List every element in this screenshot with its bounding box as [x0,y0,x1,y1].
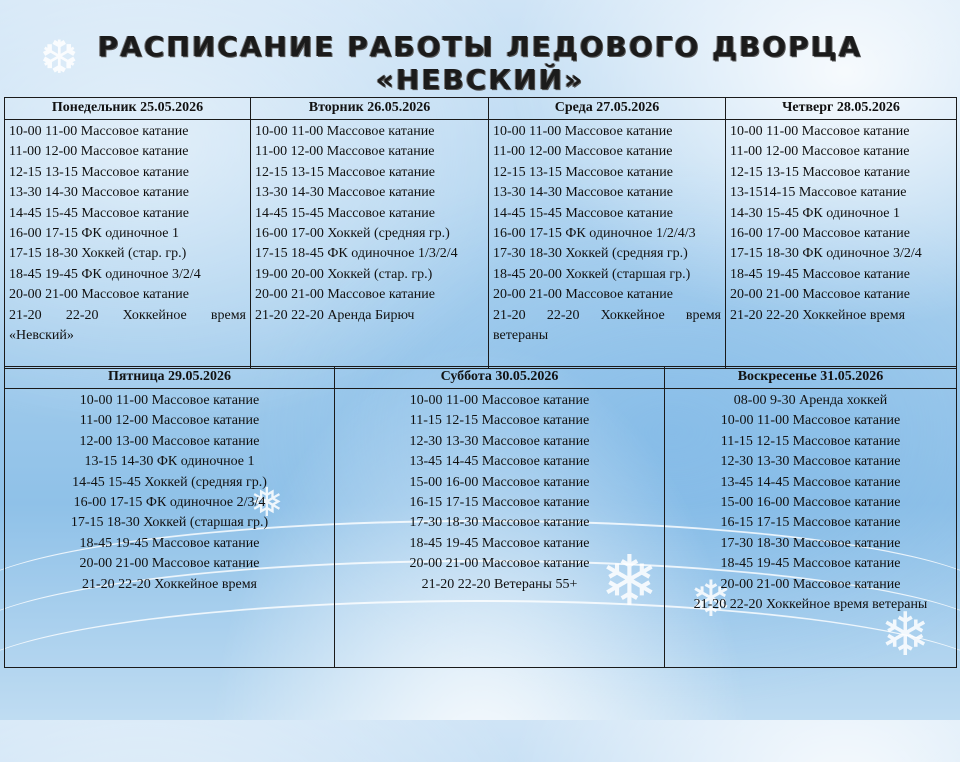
day-schedule-saturday [335,389,665,668]
schedule-item: 12-00 13-00 Массовое катание [79,433,260,449]
schedule-item: 20-00 21-00 Массовое катание [79,556,260,572]
schedule-item: 14-45 15-45 Массовое катание [493,205,673,221]
schedule-item: 21-20 22-20 Хоккейное время «Невский» [9,307,246,344]
day-header-sunday: Воскресенье 31.05.2026 [665,367,957,389]
schedule-item: 16-15 17-15 Массовое катание [720,515,901,531]
day-header-tuesday: Вторник 26.05.2026 [251,98,489,120]
schedule-item: 13-45 14-45 Массовое катание [720,474,901,490]
schedule-item: 14-30 15-45 ФК одиночное 1 [730,205,900,221]
schedule-item: 18-45 20-00 Хоккей (старшая гр.) [493,266,691,282]
schedule-item: 10-00 11-00 Массовое катание [409,393,590,408]
schedule-item: 12-30 13-30 Массовое катание [720,454,901,470]
page-title: РАСПИСАНИЕ РАБОТЫ ЛЕДОВОГО ДВОРЦА «НЕВСКИЙ» [97,30,863,96]
schedule-item: 10-00 11-00 Массовое катание [493,124,673,139]
schedule-item: 17-15 18-30 Хоккей (стар. гр.) [9,246,187,262]
schedule-table-mon-thu [4,97,957,369]
snowflake-icon: ❄ [690,570,732,628]
schedule-item: 20-00 21-00 Массовое катание [409,556,590,572]
schedule-item: 21-20 22-20 Аренда Бирюч [255,307,415,323]
schedule-item: 20-00 21-00 Массовое катание [493,287,673,303]
schedule-item: 11-15 12-15 Массовое катание [409,413,590,429]
day-header-thursday: Четверг 28.05.2026 [726,98,957,120]
schedule-item: 16-00 17-00 Массовое катание [730,226,910,242]
schedule-item: 13-30 14-30 Массовое катание [255,185,435,201]
schedule-item: 10-00 11-00 Массовое катание [255,124,435,139]
schedule-item: 13-45 14-45 Массовое катание [409,454,590,470]
schedule-item: 17-15 18-30 ФК одиночное 3/2/4 [730,246,922,262]
day-schedule-friday [5,389,335,668]
schedule-item: 17-15 18-30 Хоккей (старшая гр.) [70,515,269,531]
day-schedule-thursday [726,120,957,369]
schedule-item: 14-45 15-45 Массовое катание [255,205,435,221]
schedule-item: 15-00 16-00 Массовое катание [720,495,901,511]
schedule-item: 13-30 14-30 Массовое катание [493,185,673,201]
day-schedule-tuesday [251,120,489,369]
day-schedule-monday [5,120,251,369]
snowflake-icon: ❄ [880,600,931,670]
schedule-item: 18-45 19-45 Массовое катание [79,535,260,551]
schedule-item: 11-15 12-15 Массовое катание [720,433,901,449]
schedule-item: 13-1514-15 Массовое катание [730,185,907,201]
schedule-item: 10-00 11-00 Массовое катание [730,124,910,139]
schedule-item: 21-20 22-20 Хоккейное время [81,576,257,592]
schedule-item: 17-30 18-30 Массовое катание [720,535,901,551]
schedule-item: 21-20 22-20 Хоккейное время [730,307,906,323]
schedule-item: 21-20 22-20 Хоккейное время ветераны [493,307,721,344]
schedule-item: 18-45 19-45 Массовое катание [409,535,590,551]
day-header-wednesday: Среда 27.05.2026 [489,98,726,120]
schedule-item: 11-00 12-00 Массовое катание [493,144,673,160]
schedule-item: 12-15 13-15 Массовое катание [493,164,673,180]
schedule-item: 11-00 12-00 Массовое катание [730,144,910,160]
snowflake-icon: ❅ [250,480,284,526]
schedule-item: 21-20 22-20 Хоккейное время ветераны [693,597,928,613]
schedule-item: 14-45 15-45 Массовое катание [9,205,189,221]
schedule-item: 11-00 12-00 Массовое катание [9,144,189,160]
schedule-item: 08-00 9-30 Аренда хоккей [733,393,888,408]
schedule-item: 20-00 21-00 Массовое катание [255,287,435,303]
schedule-item: 11-00 12-00 Массовое катание [255,144,435,160]
day-schedule-sunday [665,389,957,668]
schedule-item: 17-15 18-45 ФК одиночное 1/3/2/4 [255,246,458,262]
schedule-item: 15-00 16-00 Массовое катание [409,474,590,490]
schedule-item: 21-20 22-20 Ветераны 55+ [421,576,578,592]
schedule-item: 18-45 19-45 ФК одиночное 3/2/4 [9,266,201,282]
schedule-item: 12-15 13-15 Массовое катание [730,164,910,180]
schedule-item: 19-00 20-00 Хоккей (стар. гр.) [255,266,433,282]
day-header-friday: Пятница 29.05.2026 [5,367,335,389]
schedule-item: 17-30 18-30 Хоккей (средняя гр.) [493,246,688,262]
day-schedule-wednesday [489,120,726,369]
schedule-item: 13-30 14-30 Массовое катание [9,185,189,201]
snowflake-icon: ❆ [40,30,79,84]
schedule-item: 14-45 15-45 Хоккей (средняя гр.) [72,474,267,490]
schedule-item: 20-00 21-00 Массовое катание [9,287,189,303]
schedule-item: 16-00 17-15 ФК одиночное 1/2/4/3 [493,226,696,242]
schedule-item: 16-15 17-15 Массовое катание [409,495,590,511]
schedule-item: 20-00 21-00 Массовое катание [720,576,901,592]
schedule-item: 11-00 12-00 Массовое катание [79,413,260,429]
schedule-item: 10-00 11-00 Массовое катание [9,124,189,139]
schedule-item: 12-30 13-30 Массовое катание [409,433,590,449]
schedule-item: 12-15 13-15 Массовое катание [255,164,435,180]
schedule-item: 10-00 11-00 Массовое катание [720,413,901,429]
day-header-saturday: Суббота 30.05.2026 [335,367,665,389]
schedule-item: 16-00 17-00 Хоккей (средняя гр.) [255,226,450,242]
schedule-item: 10-00 11-00 Массовое катание [79,393,260,408]
schedule-item: 20-00 21-00 Массовое катание [730,287,910,303]
schedule-item: 16-00 17-15 ФК одиночное 2/3/4 [73,495,266,511]
schedule-item: 12-15 13-15 Массовое катание [9,164,189,180]
schedule-item: 18-45 19-45 Массовое катание [720,556,901,572]
schedule-item: 17-30 18-30 Массовое катание [409,515,590,531]
snowflake-icon: ❄ [600,540,659,622]
schedule-item: 13-15 14-30 ФК одиночное 1 [84,454,255,470]
schedule-table-fri-sun [4,366,957,668]
schedule-item: 16-00 17-15 ФК одиночное 1 [9,226,179,242]
schedule-item: 18-45 19-45 Массовое катание [730,266,910,282]
day-header-monday: Понедельник 25.05.2026 [5,98,251,120]
